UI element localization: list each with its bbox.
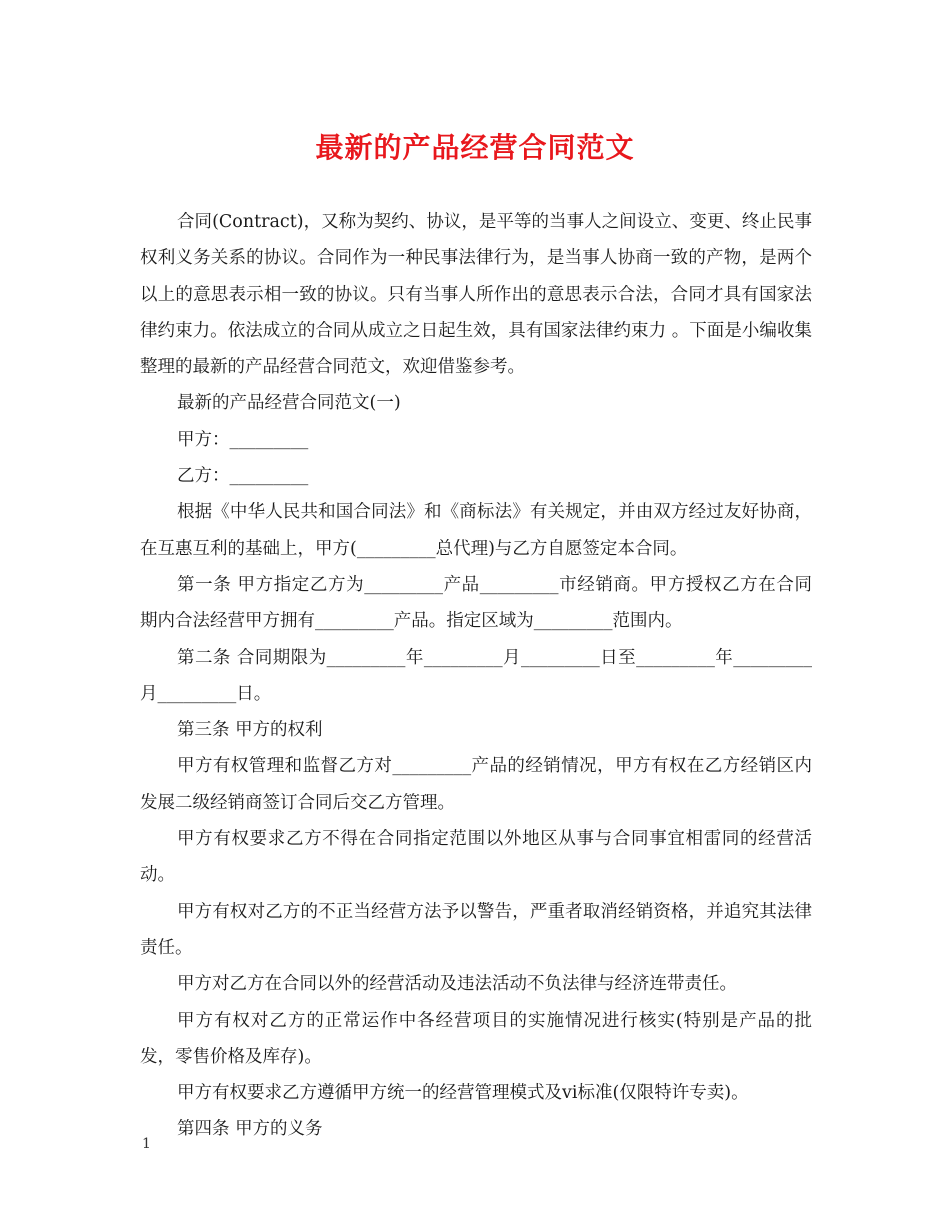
paragraph-right-2: 甲方有权要求乙方不得在合同指定范围以外地区从事与合同事宜相雷同的经营活动。 [140,829,812,886]
paragraph-right-1: 甲方有权管理和监督乙方对_________产品的经销情况，甲方有权在乙方经销区内发展二级经销商签订合同后交乙方管理。 [140,756,812,813]
paragraph-intro: 合同(Contract)，又称为契约、协议，是平等的当事人之间设立、变更、终止民事权利义务关系的协议。合同作为一种民事法律行为，是当事人协商一致的产物，是两个以上的意思表示相一致的协议。只有当事人所作出的意思表示合法，合同才具有国家法律约束力。依法成立的合同从成立之日起生效，具有国家法律约束力 。下面是小编收集整理的最新的产品经营合同范文，欢迎借鉴参考。 [140,212,812,378]
paragraph-article-2: 第二条 合同期限为_________年_________月_________日至_________年_________月_________日。 [140,647,812,704]
document-title: 最新的产品经营合同范文 [315,131,635,164]
paragraph-article-4-heading: 第四条 甲方的义务 [177,1119,323,1140]
paragraph-party-a: 甲方：_________ [177,429,309,450]
paragraph-right-5: 甲方有权对乙方的正常运作中各经营项目的实施情况进行核实(特别是产品的批发，零售价格及库存)。 [140,1010,812,1067]
page-number: 1 [142,1136,151,1152]
paragraph-article-1: 第一条 甲方指定乙方为_________产品_________市经销商。甲方授权乙方在合同期内合法经营甲方拥有_________产品。指定区域为_________范围内。 [140,574,812,632]
paragraph-right-6: 甲方有权要求乙方遵循甲方统一的经营管理模式及vi标准(仅限特许专卖)。 [177,1083,749,1104]
paragraph-heading-1: 最新的产品经营合同范文(一) [177,393,401,414]
paragraph-right-4: 甲方对乙方在合同以外的经营活动及违法活动不负法律与经济连带责任。 [177,974,737,995]
paragraph-preamble: 根据《中华人民共和国合同法》和《商标法》有关规定，并由双方经过友好协商，在互惠互利的基础上，甲方(_________总代理)与乙方自愿签定本合同。 [140,502,812,559]
paragraph-right-3: 甲方有权对乙方的不正当经营方法予以警告，严重者取消经销资格，并追究其法律责任。 [140,901,812,958]
paragraph-article-3-heading: 第三条 甲方的权利 [177,720,323,741]
document-body [140,204,812,1148]
paragraph-party-b: 乙方：_________ [177,466,309,487]
